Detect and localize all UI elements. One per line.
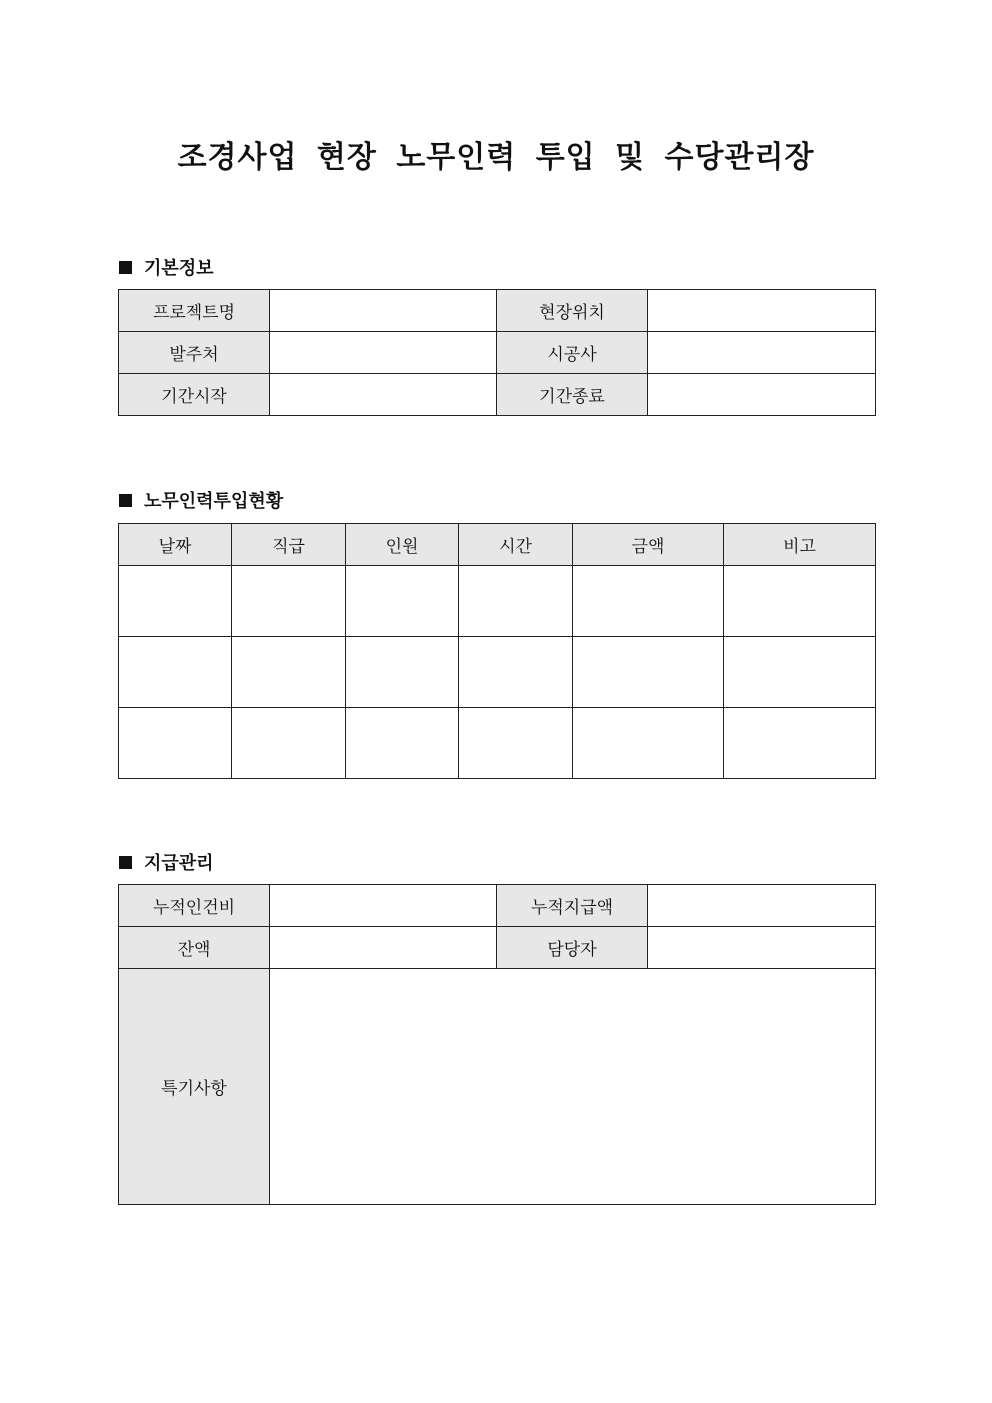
square-bullet-icon — [119, 261, 132, 274]
column-header-remarks: 비고 — [724, 524, 876, 566]
section-heading-payment — [119, 849, 214, 875]
column-header-date: 날짜 — [119, 524, 232, 566]
table-row — [119, 637, 876, 708]
remarks-cell[interactable] — [724, 637, 876, 708]
manager-label: 담당자 — [497, 927, 648, 969]
table-row — [119, 290, 876, 332]
end-date-field[interactable] — [648, 374, 876, 416]
table-header-row — [119, 524, 876, 566]
table-row — [119, 374, 876, 416]
amount-cell[interactable] — [573, 566, 724, 637]
special-notes-field[interactable] — [270, 969, 876, 1205]
balance-field[interactable] — [270, 927, 497, 969]
client-field[interactable] — [270, 332, 497, 374]
start-date-field[interactable] — [270, 374, 497, 416]
table-row — [119, 332, 876, 374]
labor-table — [118, 523, 876, 779]
hours-cell[interactable] — [459, 637, 573, 708]
table-row — [119, 566, 876, 637]
column-header-headcount: 인원 — [346, 524, 459, 566]
project-name-field[interactable] — [270, 290, 497, 332]
amount-cell[interactable] — [573, 708, 724, 779]
rank-cell[interactable] — [232, 566, 346, 637]
square-bullet-icon — [119, 494, 132, 507]
balance-label: 잔액 — [119, 927, 270, 969]
site-location-field[interactable] — [648, 290, 876, 332]
date-cell[interactable] — [119, 637, 232, 708]
payment-table — [118, 884, 876, 1205]
section-heading-basic-info — [119, 254, 214, 280]
table-row — [119, 885, 876, 927]
column-header-amount: 금액 — [573, 524, 724, 566]
hours-cell[interactable] — [459, 708, 573, 779]
site-location-label: 현장위치 — [497, 290, 648, 332]
date-cell[interactable] — [119, 566, 232, 637]
hours-cell[interactable] — [459, 566, 573, 637]
square-bullet-icon — [119, 856, 132, 869]
cumulative-labor-cost-label: 누적인건비 — [119, 885, 270, 927]
table-row — [119, 708, 876, 779]
remarks-cell[interactable] — [724, 708, 876, 779]
special-notes-label: 특기사항 — [119, 969, 270, 1205]
date-cell[interactable] — [119, 708, 232, 779]
client-label: 발주처 — [119, 332, 270, 374]
table-row — [119, 927, 876, 969]
section-heading-labor — [119, 487, 283, 513]
rank-cell[interactable] — [232, 708, 346, 779]
cumulative-paid-label: 누적지급액 — [497, 885, 648, 927]
cumulative-labor-cost-field[interactable] — [270, 885, 497, 927]
headcount-cell[interactable] — [346, 708, 459, 779]
section-heading-label: 노무인력투입현황 — [144, 491, 284, 512]
column-header-rank: 직급 — [232, 524, 346, 566]
cumulative-paid-field[interactable] — [648, 885, 876, 927]
remarks-cell[interactable] — [724, 566, 876, 637]
column-header-hours: 시간 — [459, 524, 573, 566]
project-name-label: 프로젝트명 — [119, 290, 270, 332]
headcount-cell[interactable] — [346, 566, 459, 637]
headcount-cell[interactable] — [346, 637, 459, 708]
page-title: 조경사업 현장 노무인력 투입 및 수당관리장 — [177, 140, 815, 175]
rank-cell[interactable] — [232, 637, 346, 708]
basic-info-table — [118, 289, 876, 416]
manager-field[interactable] — [648, 927, 876, 969]
start-date-label: 기간시작 — [119, 374, 270, 416]
contractor-label: 시공사 — [497, 332, 648, 374]
amount-cell[interactable] — [573, 637, 724, 708]
end-date-label: 기간종료 — [497, 374, 648, 416]
section-heading-label: 기본정보 — [144, 258, 214, 279]
section-heading-label: 지급관리 — [144, 853, 214, 874]
contractor-field[interactable] — [648, 332, 876, 374]
table-row — [119, 969, 876, 1205]
